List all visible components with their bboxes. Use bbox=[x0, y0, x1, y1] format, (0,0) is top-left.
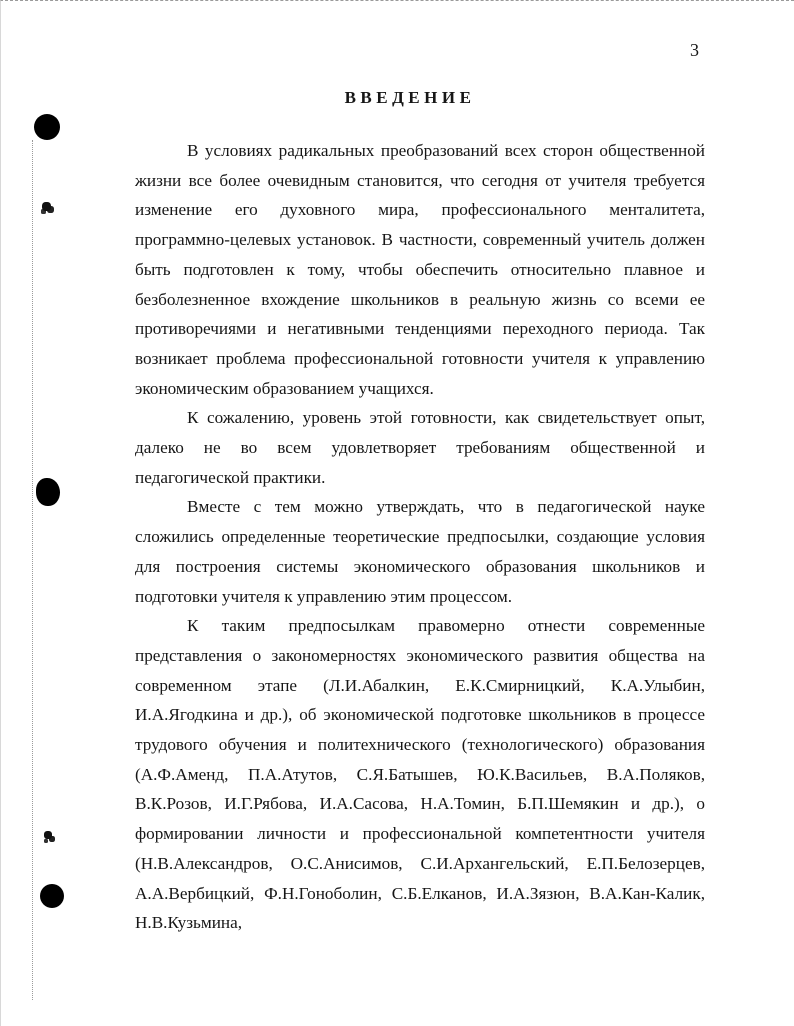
page-number: 3 bbox=[690, 40, 699, 60]
punch-hole-bottom bbox=[40, 884, 64, 908]
body-text bbox=[135, 136, 705, 938]
paragraph: К таким предпосылкам правомерно отнести современные представления о закономерностях экономического развития общества на современном этапе (Л.И.Абалкин, Е.К.Смирницкий, К.А.Улыбин, И.А.Ягодкина и др.), об экономической подготовке школьников в процессе трудового обучения и политехнического (технологического) образования (А.Ф.Аменд, П.А.Атутов, С.Я.Батышев, Ю.К.Васильев, В.А.Поляков, В.К.Розов, И.Г.Рябова, И.А.Сасова, Н.А.Томин, Б.П.Шемякин и др.), о формировании личности и профессиональной компетентности учителя (Н.В.Александров, О.С.Анисимов, С.И.Архангельский, Е.П.Белозерцев, А.А.Вербицкий, Ф.Н.Гоноболин, С.Б.Елканов, И.А.Зязюн, В.А.Кан-Калик, Н.В.Кузьмина, bbox=[135, 616, 705, 933]
scan-margin-line bbox=[32, 140, 34, 1000]
punch-hole-middle bbox=[36, 478, 60, 506]
scan-artifact-bottom bbox=[44, 831, 52, 839]
paragraph: К сожалению, уровень этой готовности, как свидетельствует опыт, далеко не во всем удовлетворяет требованиям общественной и педагогической практики. bbox=[135, 408, 705, 487]
punch-hole-top bbox=[34, 114, 60, 140]
scan-artifact-top bbox=[42, 202, 51, 211]
page-title: ВВЕДЕНИЕ bbox=[344, 88, 476, 107]
paragraph: Вместе с тем можно утверждать, что в педагогической науке сложились определенные теоретические предпосылки, создающие условия для построения системы экономического образования школьников и подготовки учителя к управлению этим процессом. bbox=[135, 497, 705, 606]
paragraph: В условиях радикальных преобразований всех сторон общественной жизни все более очевидным становится, что сегодня от учителя требуется изменение его духовного мира, профессионального менталитета, программно-целевых установок. В частности, современный учитель должен быть подготовлен к тому, чтобы обеспечить относительно плавное и безболезненное вхождение школьников в реальную жизнь со всеми ее противоречиями и негативными тенденциями переходного периода. Так возникает проблема профессиональной готовности учителя к управлению экономическим образованием учащихся. bbox=[135, 141, 705, 398]
